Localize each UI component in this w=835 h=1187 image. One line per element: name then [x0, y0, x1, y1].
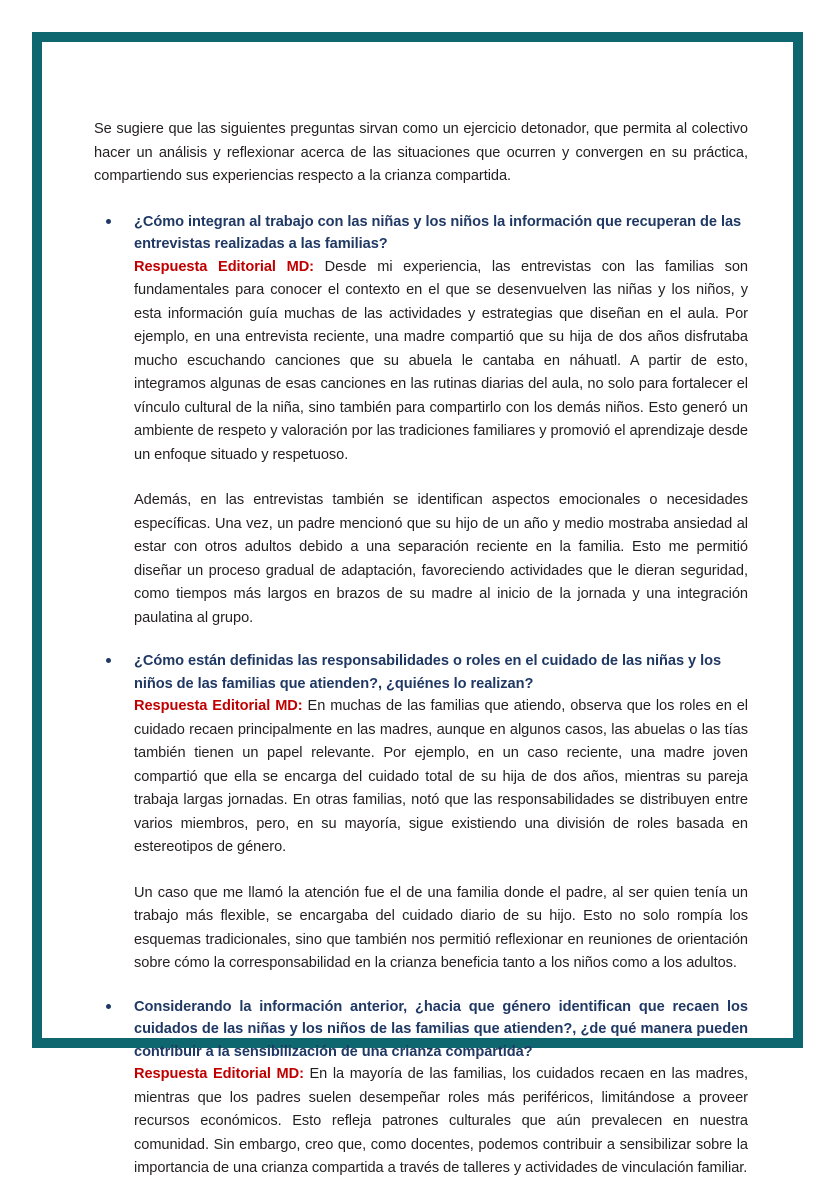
question-block-2	[94, 650, 748, 860]
question-text-2: ¿Cómo están definidas las responsabilidades o roles en el cuidado de las niñas y los niños de las familias que atienden?, ¿quiénes lo realizan?	[134, 653, 722, 692]
extra-paragraph-1: Además, en las entrevistas también se identifican aspectos emocionales o necesidades específicas. Una vez, un padre mencionó que su hijo de un año y medio mostraba ansiedad al estar con otros adultos debido a una separación reciente en la familia. Esto me permitió diseñar un proceso gradual de adaptación, favoreciendo actividades que le dieran seguridad, como tiempos más largos en brazos de su madre al inicio de la jornada y una integración paulatina al grupo.	[134, 492, 748, 626]
answer-body-1: Desde mi experiencia, las entrevistas con las familias son fundamentales para conocer el contexto en el que se desenvuelven las niñas y los niños, y esta información guía muchas de las actividades y estrategias que diseñan en el aula. Por ejemplo, en una entrevista reciente, una madre compartió que su hija de dos años disfrutaba mucho escuchando canciones que su abuela le cantaba en náhuatl. A partir de esto, integramos algunas de esas canciones en las rutinas diarias del aula, no solo para fortalecer el vínculo cultural de la niña, sino también para compartirlo con los demás niños. Esto generó un ambiente de respeto y valoración por las tradiciones familiares y promovió el aprendizaje desde un enfoque situado y respetuoso.	[134, 258, 748, 463]
question-block-3	[94, 996, 748, 1181]
intro-paragraph: Se sugiere que las siguientes preguntas sirvan como un ejercicio detonador, que permita al colectivo hacer un análisis y reflexionar acerca de las situaciones que ocurren y convergen en su práctica, compartiendo sus experiencias respecto a la crianza compartida.	[94, 121, 748, 184]
question-text-1: ¿Cómo integran al trabajo con las niñas y los niños la información que recuperan de las entrevistas realizadas a las familias?	[134, 213, 742, 252]
bullet-icon	[106, 219, 111, 224]
answer-text-2	[134, 695, 748, 860]
answer-label-2: Respuesta Editorial MD:	[134, 698, 303, 714]
question-text-3: Considerando la información anterior, ¿hacia que género identifican que recaen los cuidados de las niñas y los niños de las familias que atienden?, ¿de qué manera pueden contribuir a la sensibilización de una crianza compartida?	[134, 998, 748, 1060]
answer-text-3	[134, 1063, 748, 1181]
answer-label-3: Respuesta Editorial MD:	[134, 1066, 304, 1082]
answer-label-1: Respuesta Editorial MD:	[134, 258, 314, 275]
answer-body-3: En la mayoría de las familias, los cuidados recaen en las madres, mientras que los padres suelen desempeñar roles más periféricos, limitándose a proveer recursos económicos. Esto refleja patrones culturales que aún prevalecen en nuestra comunidad. Sin embargo, creo que, como docentes, podemos contribuir a sensibilizar sobre la importancia de una crianza compartida a través de talleres y actividades de vinculación familiar.	[134, 1066, 748, 1176]
extra-paragraph-2: Un caso que me llamó la atención fue el de una familia donde el padre, al ser quien tenía un trabajo más flexible, se encargaba del cuidado diario de su hijo. Esto no solo rompía los esquemas tradicionales, sino que también nos permitió reflexionar en reuniones de orientación sobre cómo la corresponsabilidad en la crianza beneficia tanto a los niños como a los adultos.	[134, 884, 748, 971]
answer-text-1	[134, 256, 748, 468]
bullet-icon	[106, 658, 111, 663]
bullet-icon	[106, 1004, 111, 1009]
answer-body-2: En muchas de las familias que atiendo, observa que los roles en el cuidado recaen principalmente en las madres, aunque en algunos casos, las abuelas o las tías también tienen un papel relevante. Por ejemplo, en un caso reciente, una madre joven compartió que ella se encarga del cuidado total de su hija de dos años, mientras su pareja trabaja largas jornadas. En otras familias, notó que las responsabilidades se distribuyen entre varios miembros, pero, en su mayoría, sigue existiendo una división de roles basada en estereotipos de género.	[134, 698, 748, 855]
question-block-1	[94, 211, 748, 468]
document-content	[94, 118, 748, 1187]
